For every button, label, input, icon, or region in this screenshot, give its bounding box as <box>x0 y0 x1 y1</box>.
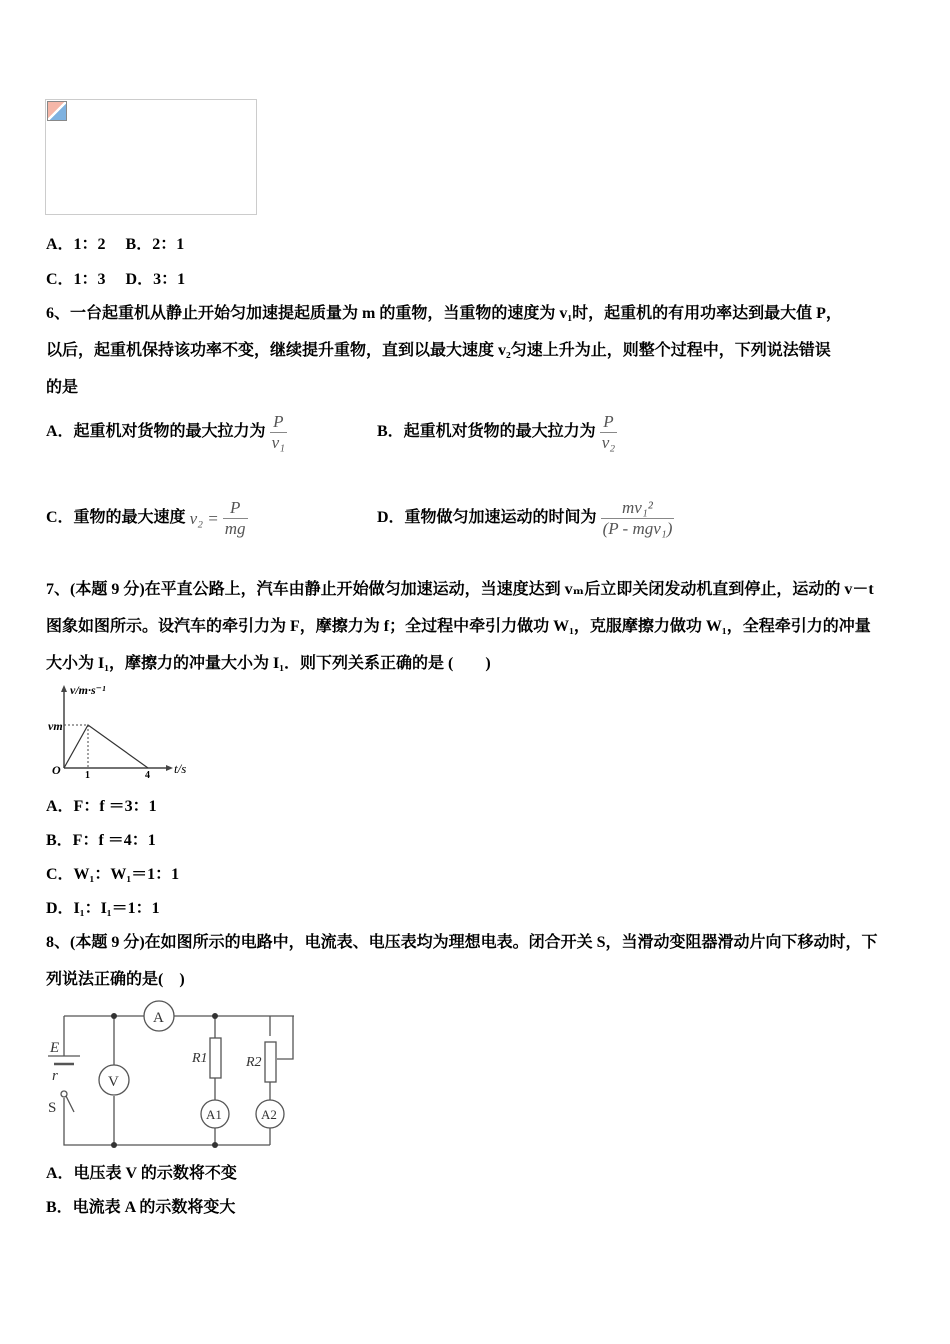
option-text: C．重物的最大速度 <box>46 509 186 527</box>
label-r1: R1 <box>192 1051 208 1066</box>
numerator: P <box>600 412 617 433</box>
numerator: P <box>270 412 287 433</box>
broken-image-placeholder <box>45 99 257 215</box>
vt-line <box>64 725 148 768</box>
tick-4: 4 <box>145 770 150 780</box>
q7-stem-line2: 图象如图所示。设汽车的牵引力为 F，摩擦力为 f；全过程中牵引力做功 W₁，克服摩擦力做功 W₁，全程牵引力的冲量 <box>46 618 871 635</box>
resistor-r2 <box>265 1042 276 1082</box>
label-a1: A1 <box>206 1107 222 1122</box>
q8-option-b: B．电流表 A 的示数将变大 <box>46 1199 236 1216</box>
resistor-r1 <box>210 1038 221 1078</box>
broken-image-icon <box>47 101 67 121</box>
fraction <box>601 498 675 539</box>
q8-stem-line2: 列说法正确的是( ) <box>46 971 185 988</box>
label-s: S <box>48 1100 57 1116</box>
denominator: v₂ <box>601 433 616 452</box>
q6-option-a <box>46 412 287 453</box>
option-text: A．起重机对货物的最大拉力为 <box>46 423 266 441</box>
q6-stem-line1: 6、一台起重机从静止开始匀加速提起质量为 m 的重物，当重物的速度为 v₁时，起重机的有用功率达到最大值 P， <box>46 305 842 322</box>
y-arrow <box>61 685 67 692</box>
y-label: v/m·s⁻¹ <box>70 683 106 697</box>
option-text: D．重物做匀加速运动的时间为 <box>377 509 597 527</box>
label-r2: R2 <box>246 1055 262 1070</box>
q8-stem-line1: 8、(本题 9 分)在如图所示的电路中，电流表、电压表均为理想电表。闭合开关 S，当滑动变阻器滑动片向下移动时，下 <box>46 934 878 951</box>
x-label: t/s <box>174 761 187 776</box>
q7-stem-line1: 7、(本题 9 分)在平直公路上，汽车由静止开始做匀加速运动，当速度达到 vₘ后立即关闭发动机直到停止，运动的 v－t <box>46 581 874 598</box>
q8-circuit-diagram <box>40 1000 310 1160</box>
q5-options-row2: C．1：3 D．3：1 <box>46 271 186 288</box>
label-e: E <box>50 1040 60 1056</box>
q6-option-b <box>377 412 617 453</box>
tick-1: 1 <box>85 770 90 780</box>
node <box>111 1013 117 1019</box>
q6-option-c <box>46 498 248 539</box>
numerator: P <box>223 498 248 519</box>
q5-options-row1: A．1：2 B．2：1 <box>46 236 185 253</box>
vm-label: vm <box>48 719 63 733</box>
x-arrow <box>166 765 173 771</box>
q7-option-c: C．W₁：W₁＝1：1 <box>46 866 180 883</box>
origin-label: O <box>52 763 61 777</box>
q7-stem-line3: 大小为 I₁，摩擦力的冲量大小为 I₁．则下列关系正确的是 ( ) <box>46 655 491 672</box>
numerator: mv₁² <box>601 498 675 519</box>
denominator: (P - mgv₁) <box>602 519 673 538</box>
label-r: r <box>52 1068 58 1084</box>
switch-blade <box>66 1096 74 1112</box>
label-a2: A2 <box>261 1107 277 1122</box>
fraction <box>270 412 287 453</box>
q7-vt-graph <box>40 680 200 780</box>
node <box>111 1142 117 1148</box>
q6-stem-line3: 的是 <box>46 379 79 396</box>
label-a: A <box>153 1010 164 1026</box>
lhs-text: v₂ = <box>189 508 219 528</box>
fraction <box>600 412 617 453</box>
lhs <box>190 509 219 529</box>
label-v: V <box>108 1074 119 1090</box>
fraction <box>223 498 248 539</box>
denominator: v₁ <box>271 433 286 452</box>
q7-option-d: D．I₁：I₁＝1：1 <box>46 900 160 917</box>
denominator: mg <box>224 519 246 538</box>
node <box>212 1142 218 1148</box>
q6-option-d <box>377 498 674 539</box>
node <box>212 1013 218 1019</box>
option-text: B．起重机对货物的最大拉力为 <box>377 423 596 441</box>
q6-stem-line2: 以后，起重机保持该功率不变，继续提升重物，直到以最大速度 v₂匀速上升为止，则整个过程中，下列说法错误 <box>46 342 831 359</box>
q7-option-a: A．F：f ＝3：1 <box>46 798 157 815</box>
q7-option-b: B．F：f ＝4：1 <box>46 832 156 849</box>
q8-option-a: A．电压表 V 的示数将不变 <box>46 1165 237 1182</box>
